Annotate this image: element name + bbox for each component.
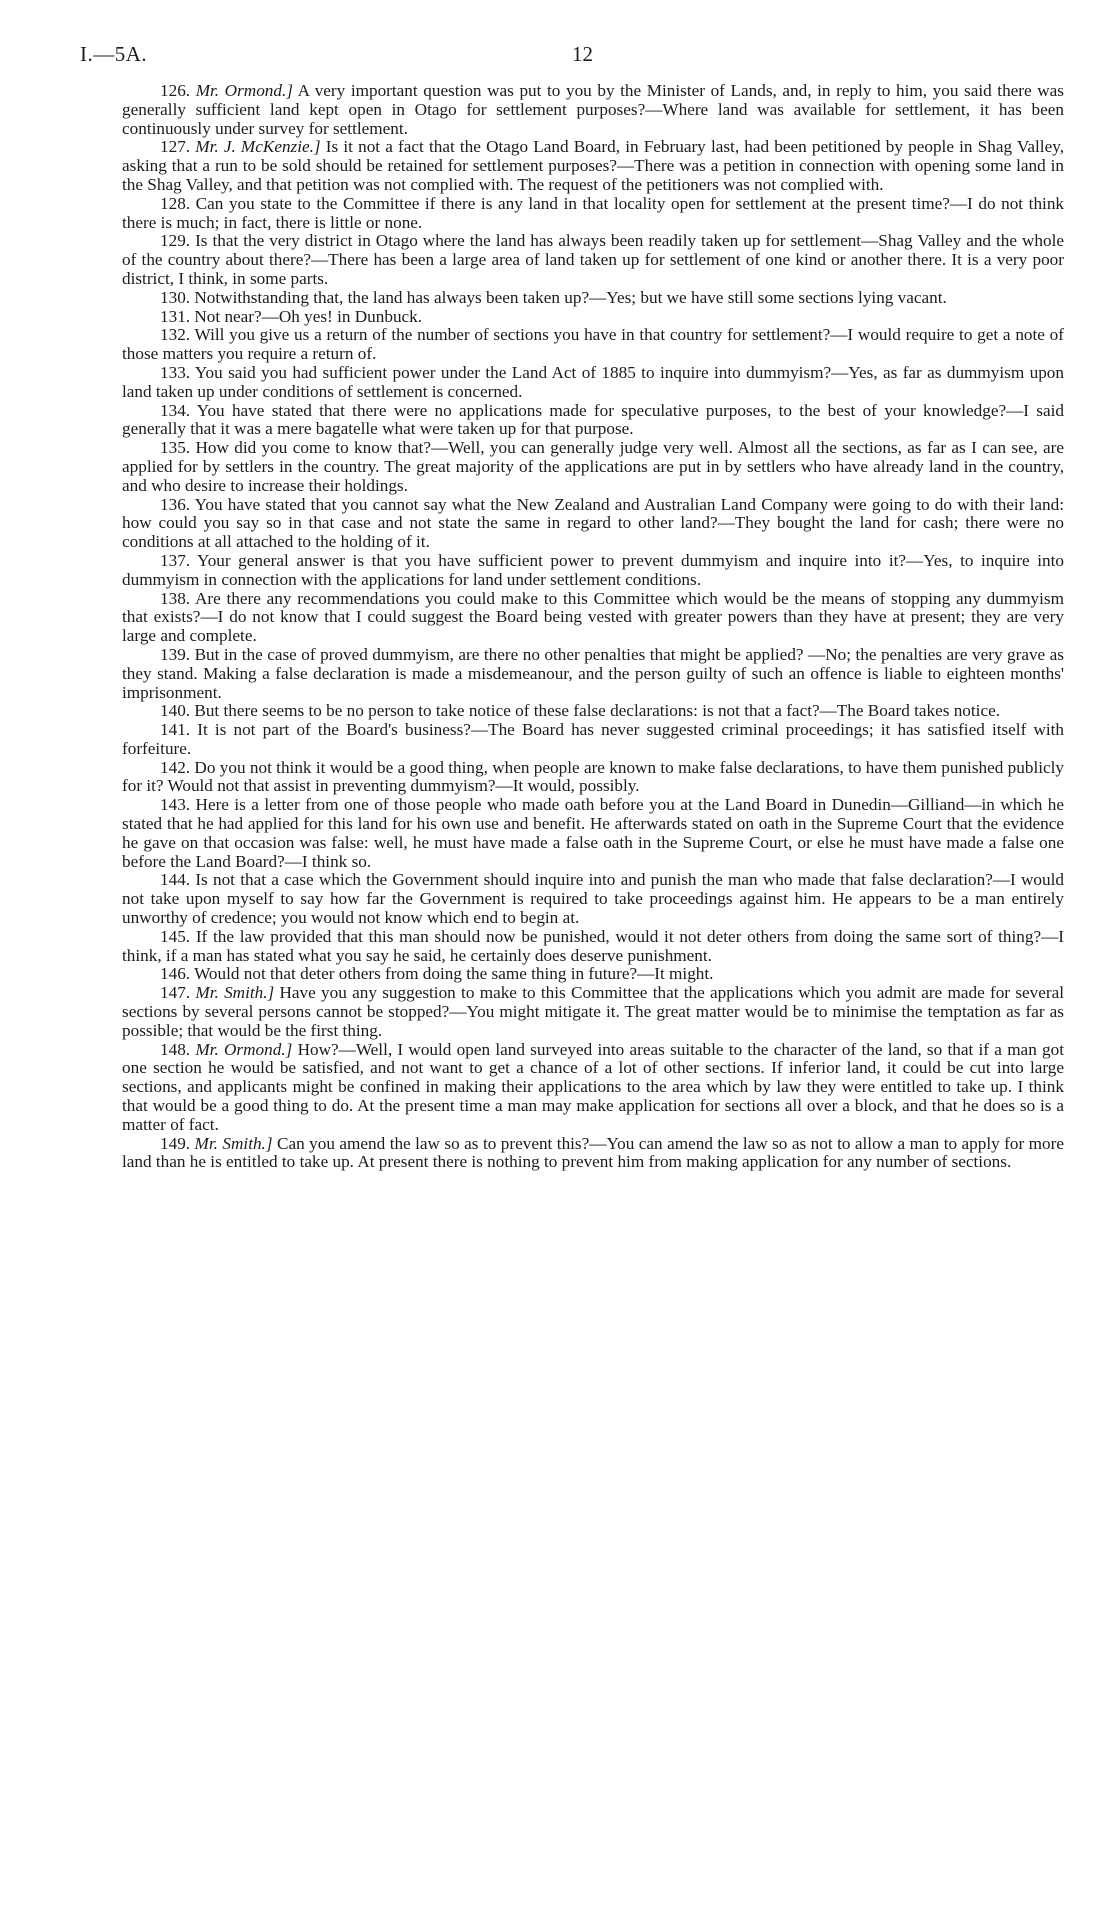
question-text: It is not part of the Board's business?—The Board has never suggested criminal proceedings; it has satisfied itself with forfeiture. <box>122 720 1065 758</box>
question-text: But in the case of proved dummyism, are there no other penalties that might be applied? —No; the penalties are very grave as they stand. Making a false declaration is made a misdemeanour, and the person guilty of such an offence is liable to eighteen months' imprisonment. <box>122 644 1064 702</box>
question-text: You have stated that you cannot say what the New Zealand and Australian Land Company were going to do with their land: how could you say so in that case and not state the same in regard to other land?—They bought the land for cash; there were no conditions at all attached to the holding of it. <box>122 494 1064 552</box>
speaker-name: Mr. Smith.] <box>194 1133 273 1153</box>
question-number: 133. <box>160 362 191 382</box>
question-text: Will you give us a return of the number of sections you have in that country for settlement?—I would require to get a note of those matters you require a return of. <box>122 325 1064 364</box>
question-number: 140. <box>160 701 191 721</box>
question-paragraph <box>122 326 1064 364</box>
question-text: Is that the very district in Otago where the land has always been readily taken up for settlement—Shag Valley and the whole of the country about there?—There has been a large area of land taken up for settlement of one kind or another there. It is a very poor district, I think, in some parts. <box>122 231 1064 288</box>
question-paragraph <box>122 308 1064 327</box>
question-number: 146. <box>160 964 191 984</box>
question-number: 139. <box>160 644 191 664</box>
question-paragraph <box>122 439 1064 495</box>
speaker-name: Mr. Ormond.] <box>195 81 293 100</box>
question-number: 127. <box>160 137 191 157</box>
question-text: How?—Well, I would open land surveyed into areas suitable to the character of the land, so that if a man got one section he would be satisfied, and not want to get a chance of a lot of other sections. If inferior land, it could be cut into large sections, and applicants might be confined in making their applications to the area which by law they were entitled to take up. I think that would be a good thing to do. At the present time a man may make application for sections all over a block, and that he does so is a matter of fact. <box>122 1039 1065 1134</box>
question-paragraph <box>122 289 1064 308</box>
question-number: 144. <box>160 870 191 890</box>
question-paragraph <box>122 590 1064 646</box>
question-paragraph <box>122 928 1064 966</box>
question-paragraph <box>122 965 1064 984</box>
question-number: 128. <box>160 193 191 213</box>
question-paragraph <box>122 138 1064 194</box>
question-number: 131. <box>160 306 191 326</box>
question-text: Here is a letter from one of those people who made oath before you at the Land Board in Dunedin—Gilliand—in which he stated that he had applied for this land for his own use and benefit. He afterwards stated on oath in the Supreme Court that the evidence he gave on that occasion was false: well, he must have made a false oath in the Supreme Court, or else he must have made a false one before the Land Board?—I think so. <box>122 795 1065 871</box>
question-text: Your general answer is that you have sufficient power to prevent dummyism and inquire into it?—Yes, to inquire into dummyism in connection with the applications for land under settlement conditions. <box>122 550 1064 589</box>
question-number: 137. <box>160 550 191 570</box>
question-text: Have you any suggestion to make to this Committee that the applications which you admit are made for several sections by several persons cannot be stopped?—You might mitigate it. The great matter would be to minimise the temptation as far as possible; that would be the first thing. <box>122 983 1064 1040</box>
question-text: Are there any recommendations you could make to this Committee which would be the means of stopping any dummyism that exists?—I do not know that I could suggest the Board being vested with greater powers than they have at present; they are very large and complete. <box>122 588 1064 646</box>
question-number: 145. <box>160 926 191 946</box>
question-paragraph <box>122 702 1064 721</box>
evidence-text <box>122 82 1064 1172</box>
question-paragraph <box>122 796 1064 871</box>
question-text: Notwithstanding that, the land has always been taken up?—Yes; but we have still some sections lying vacant. <box>194 287 947 307</box>
page-header <box>80 42 1034 72</box>
question-text: If the law provided that this man should now be punished, would it not deter others from doing the same sort of thing?—I think, if a man has stated what you say he said, he certainly does deserve punishment. <box>122 926 1064 965</box>
question-paragraph <box>122 721 1064 759</box>
document-reference: I.—5A. <box>80 42 148 66</box>
question-number: 132. <box>160 325 191 345</box>
question-text: You said you had sufficient power under the Land Act of 1885 to inquire into dummyism?—Yes, as far as dummyism upon land taken up under conditions of settlement is concerned. <box>122 362 1064 401</box>
question-text: How did you come to know that?—Well, you can generally judge very well. Almost all the sections, as far as I can see, are applied for by settlers in the country. The great majority of the applications are put in by settlers who have already land in the country, and who desire to increase their holdings. <box>122 438 1065 495</box>
question-number: 130. <box>160 287 191 307</box>
question-number: 138. <box>160 588 191 608</box>
question-text: But there seems to be no person to take notice of these false declarations: is not that a fact?—The Board takes notice. <box>194 701 1001 721</box>
question-text: Can you amend the law so as to prevent this?—You can amend the law so as not to allow a man to apply for more land than he is entitled to take up. At present there is nothing to prevent him from making application for any number of sections. <box>122 1133 1064 1172</box>
question-paragraph <box>122 759 1064 797</box>
question-paragraph <box>122 402 1064 440</box>
page-number: 12 <box>572 42 593 66</box>
question-paragraph <box>122 496 1064 552</box>
question-paragraph <box>122 984 1064 1040</box>
speaker-name: Mr. Ormond.] <box>195 1039 293 1059</box>
question-text: Can you state to the Committee if there is any land in that locality open for settlement at the present time?—I do not think there is much; in fact, there is little or none. <box>122 193 1065 232</box>
question-paragraph <box>122 871 1064 927</box>
question-text: A very important question was put to you by the Minister of Lands, and, in reply to him, you said there was generally sufficient land kept open in Otago for settlement purposes?—Where land was available for settlement, it has been continuously under survey for settlement. <box>122 81 1064 138</box>
question-text: Not near?—Oh yes! in Dunbuck. <box>194 306 423 326</box>
question-number: 142. <box>160 757 191 777</box>
question-paragraph <box>122 646 1064 702</box>
question-paragraph <box>122 552 1064 590</box>
question-paragraph <box>122 364 1064 402</box>
question-text: Is not that a case which the Government should inquire into and punish the man who made that false declaration?—I would not take upon myself to say how far the Government is required to take proceedings against him. He appears to be a man entirely unworthy of credence; you would not know which end to begin at. <box>122 870 1064 928</box>
speaker-name: Mr. Smith.] <box>195 983 275 1003</box>
question-number: 134. <box>160 400 191 420</box>
question-text: You have stated that there were no applications made for speculative purposes, to the best of your knowledge?—I said generally that it was a mere bagatelle what were taken up for that purpose. <box>122 400 1064 439</box>
question-number: 126. <box>160 81 191 100</box>
question-number: 148. <box>160 1039 191 1059</box>
question-number: 147. <box>160 983 191 1003</box>
question-text: Is it not a fact that the Otago Land Board, in February last, had been petitioned by people in Shag Valley, asking that a run to be sold should be retained for settlement purposes?—There was a petition in connection with opening some land in the Shag Valley, and that petition was not complied with. The request of the petitioners was not complied with. <box>122 137 1064 194</box>
question-paragraph <box>122 1135 1064 1173</box>
question-number: 149. <box>160 1133 191 1153</box>
question-paragraph <box>122 232 1064 288</box>
question-paragraph <box>122 82 1064 138</box>
question-number: 141. <box>160 720 191 740</box>
question-paragraph <box>122 1041 1064 1135</box>
question-number: 143. <box>160 795 191 815</box>
question-text: Do you not think it would be a good thing, when people are known to make false declarations, to have them punished publicly for it? Would not that assist in preventing dummyism?—It would, possibly. <box>122 757 1065 796</box>
speaker-name: Mr. J. McKenzie.] <box>195 137 321 157</box>
question-text: Would not that deter others from doing the same thing in future?—It might. <box>194 964 714 984</box>
question-paragraph <box>122 195 1064 233</box>
question-number: 136. <box>160 494 191 514</box>
question-number: 129. <box>160 231 191 251</box>
question-number: 135. <box>160 438 191 458</box>
